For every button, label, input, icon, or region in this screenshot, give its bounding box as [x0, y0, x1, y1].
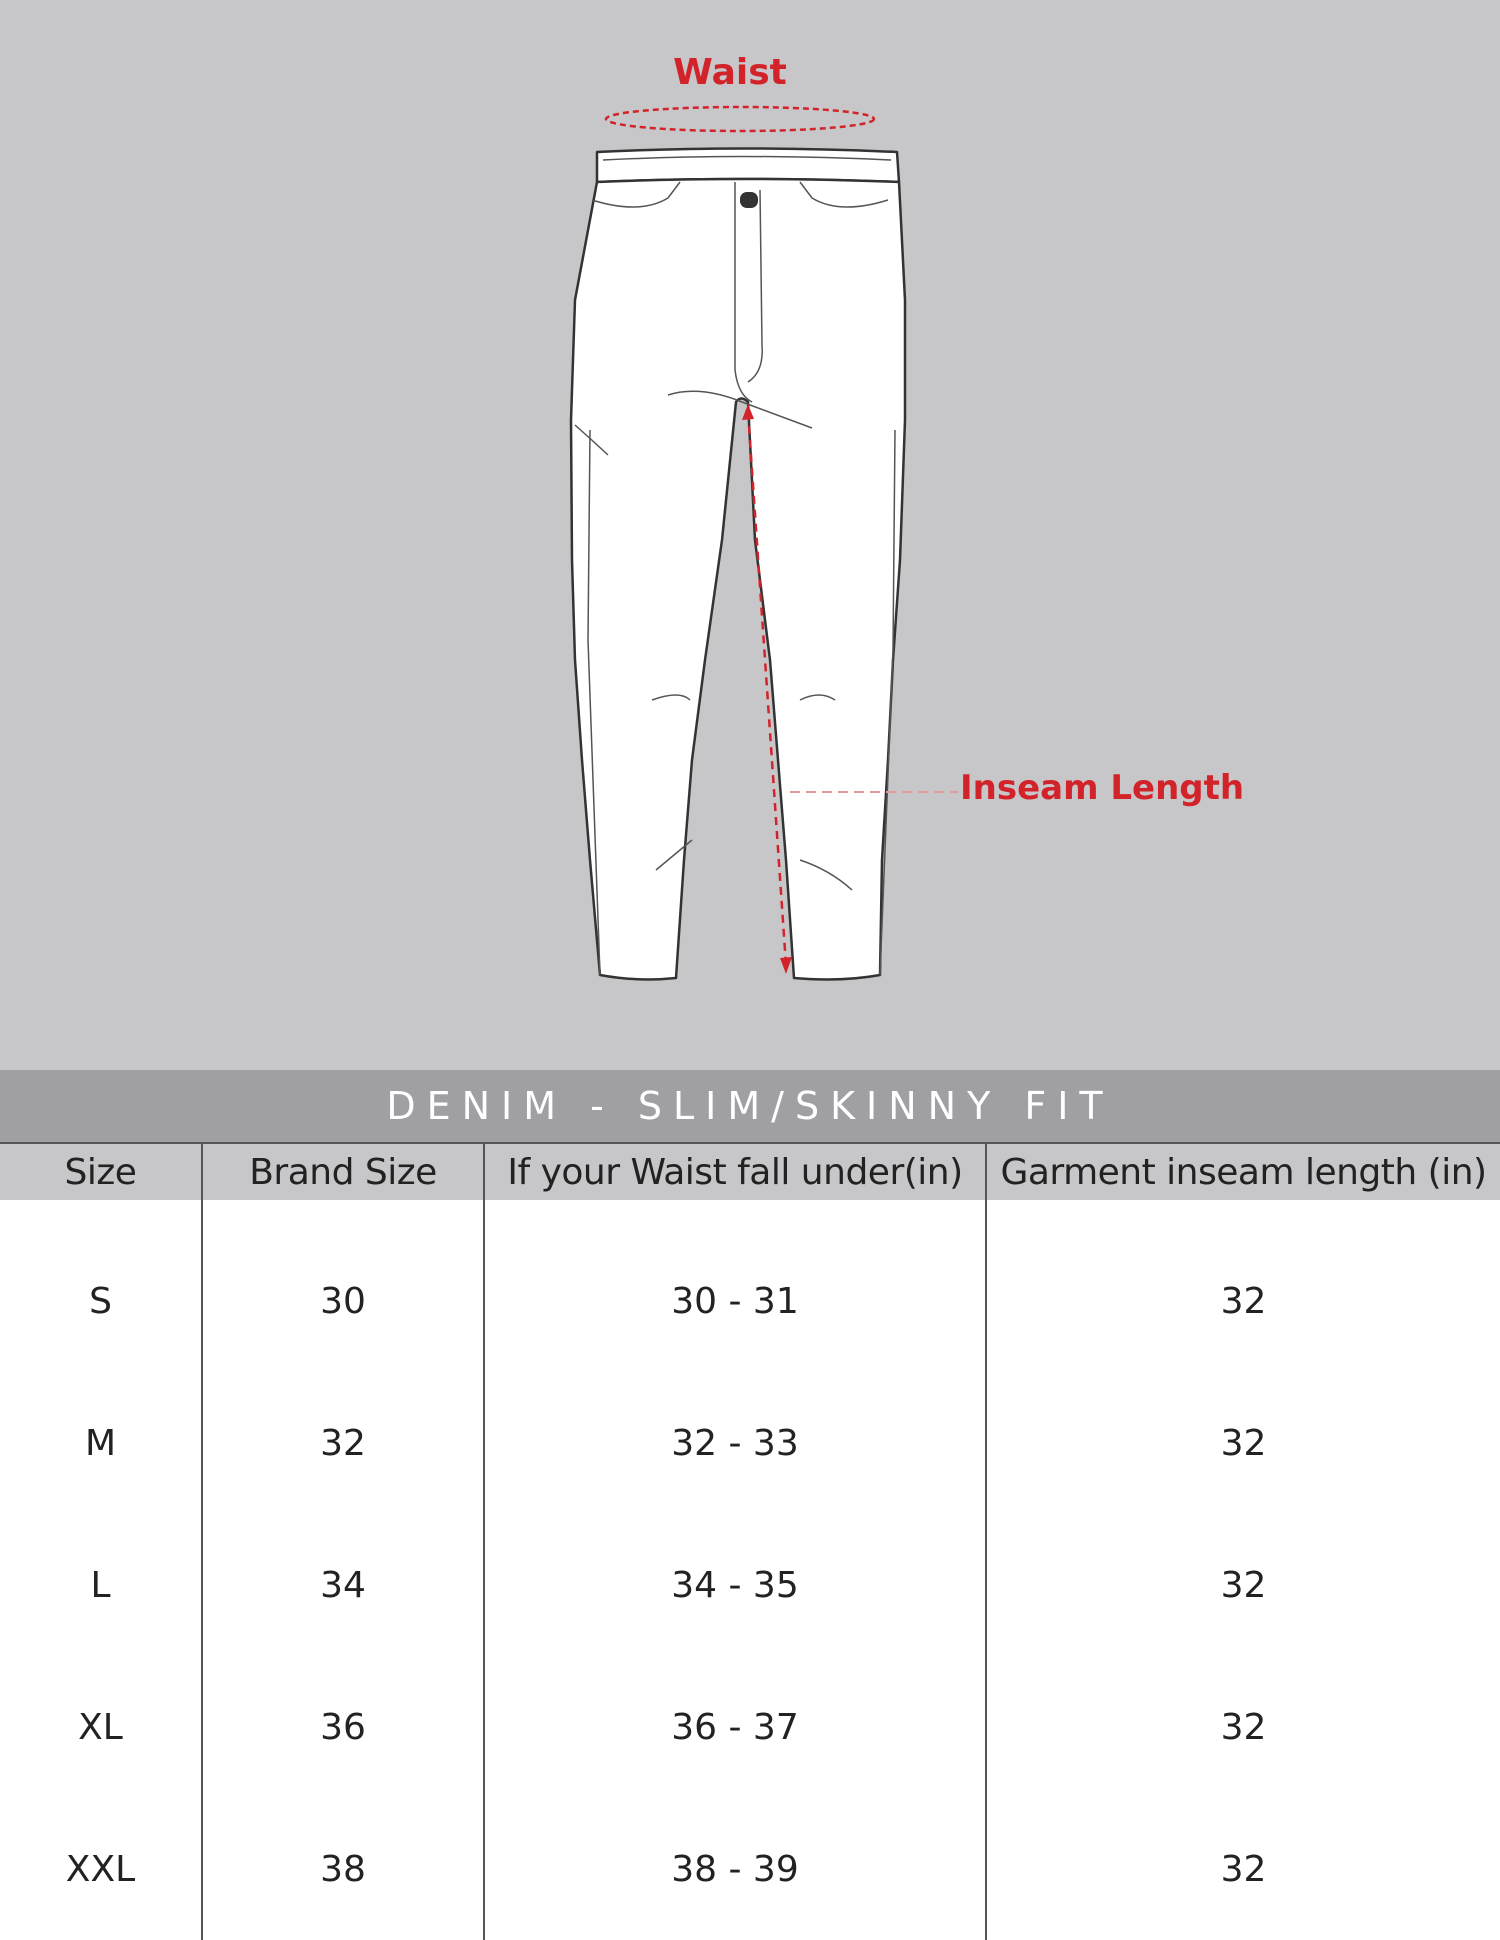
table-row — [0, 1656, 1500, 1798]
header-waist-range: If your Waist fall under(in) — [484, 1143, 986, 1200]
cell-inseam-length: 32 — [986, 1514, 1500, 1656]
size-table — [0, 1142, 1500, 1940]
header-inseam-length: Garment inseam length (in) — [986, 1143, 1500, 1200]
cell-brand-size: 34 — [202, 1514, 484, 1656]
cell-waist-range: 30 - 31 — [484, 1200, 986, 1372]
table-title: DENIM - SLIM/SKINNY FIT — [0, 1070, 1500, 1142]
table-row — [0, 1200, 1500, 1372]
cell-inseam-length: 32 — [986, 1372, 1500, 1514]
header-size: Size — [0, 1143, 202, 1200]
cell-size: XXL — [65, 1848, 136, 1890]
cell-brand-size: 38 — [202, 1798, 484, 1940]
cell-brand-size: 36 — [202, 1656, 484, 1798]
cell-size: M — [84, 1422, 117, 1464]
cell-size: XL — [78, 1706, 123, 1748]
cell-size: S — [89, 1280, 112, 1322]
cell-brand-size: 30 — [202, 1200, 484, 1372]
table-row — [0, 1372, 1500, 1514]
cell-brand-size: 32 — [202, 1372, 484, 1514]
jeans-outline — [571, 149, 905, 980]
cell-inseam-length: 32 — [986, 1656, 1500, 1798]
header-brand-size: Brand Size — [202, 1143, 484, 1200]
cell-size: L — [90, 1564, 111, 1606]
waist-measure-ellipse — [606, 107, 874, 131]
table-row — [0, 1798, 1500, 1940]
cell-inseam-length: 32 — [986, 1200, 1500, 1372]
waist-label: Waist — [673, 52, 787, 93]
cell-waist-range: 34 - 35 — [484, 1514, 986, 1656]
cell-waist-range: 36 - 37 — [484, 1656, 986, 1798]
cell-inseam-length: 32 — [986, 1798, 1500, 1940]
cell-waist-range: 32 - 33 — [484, 1372, 986, 1514]
jeans-button — [740, 192, 758, 208]
table-header-row — [0, 1143, 1500, 1200]
cell-waist-range: 38 - 39 — [484, 1798, 986, 1940]
inseam-arrow-bottom — [780, 957, 792, 974]
table-row — [0, 1514, 1500, 1656]
inseam-length-label: Inseam Length — [960, 768, 1245, 808]
